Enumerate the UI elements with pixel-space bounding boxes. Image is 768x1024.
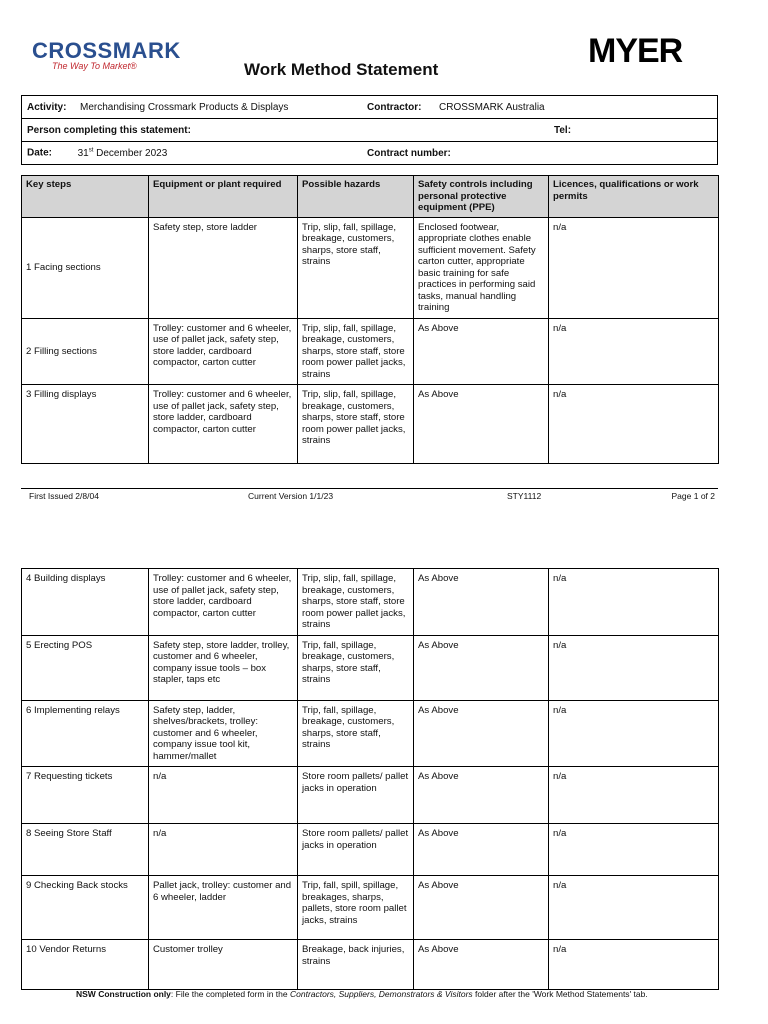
hazards-cell: Trip, fall, spillage, breakage, customers, sharps, store staff, strains: [298, 635, 414, 700]
equipment-cell: Trolley: customer and 6 wheeler, use of pallet jack, safety step, store ladder, cardboard compactor, carton cutter: [149, 385, 298, 464]
hazards-cell: Store room pallets/ pallet jacks in operation: [298, 824, 414, 876]
step-cell: 7 Requesting tickets: [22, 767, 149, 824]
licences-cell: n/a: [549, 385, 719, 464]
step-cell: 9 Checking Back stocks: [22, 876, 149, 940]
work-steps-table-page2: [21, 568, 719, 990]
controls-cell: Enclosed footwear, appropriate clothes enable sufficient movement. Safety carton cutter, appropriate basic training for safe practices in performing said tasks, manual handling training: [414, 217, 549, 318]
col-hazards: Possible hazards: [298, 176, 414, 218]
equipment-cell: Safety step, store ladder, trolley, customer and 6 wheeler, company issue tools – box stapler, taps etc: [149, 635, 298, 700]
controls-cell: As Above: [414, 385, 549, 464]
contractor-cell: [362, 96, 718, 119]
step-cell: 6 Implementing relays: [22, 700, 149, 767]
equipment-cell: n/a: [149, 767, 298, 824]
tel-cell: [362, 119, 718, 142]
col-safety-controls: Safety controls including personal protective equipment (PPE): [414, 176, 549, 218]
licences-cell: n/a: [549, 700, 719, 767]
nsw-note-tab: Work Method Statements: [533, 989, 630, 999]
equipment-cell: Trolley: customer and 6 wheeler, use of pallet jack, safety step, store ladder, cardboard compactor, carton cutter: [149, 318, 298, 385]
step-cell: 10 Vendor Returns: [22, 940, 149, 990]
licences-cell: n/a: [549, 569, 719, 636]
equipment-cell: Trolley: customer and 6 wheeler, use of pallet jack, safety step, store ladder, cardboard compactor, carton cutter: [149, 569, 298, 636]
person-label: Person completing this statement:: [27, 124, 191, 136]
table-row: [22, 318, 719, 385]
footer-code: STY1112: [507, 491, 542, 501]
licences-cell: n/a: [549, 824, 719, 876]
licences-cell: n/a: [549, 318, 719, 385]
controls-cell: As Above: [414, 318, 549, 385]
col-key-steps: Key steps: [22, 176, 149, 218]
nsw-note-bold: NSW Construction only: [76, 989, 171, 999]
hazards-cell: Trip, slip, fall, spillage, breakage, customers, sharps, store staff, store room power pallet jacks, strains: [298, 569, 414, 636]
equipment-cell: Safety step, store ladder: [149, 217, 298, 318]
crossmark-logo: CROSSMARK: [32, 38, 181, 63]
page-footer: [21, 488, 718, 501]
col-licences: Licences, qualifications or work permits: [549, 176, 719, 218]
tel-label: Tel:: [554, 124, 572, 136]
contractor-label: Contractor:: [367, 101, 422, 113]
hazards-cell: Breakage, back injuries, strains: [298, 940, 414, 990]
licences-cell: n/a: [549, 767, 719, 824]
work-steps-table-page1: [21, 175, 719, 464]
controls-cell: As Above: [414, 940, 549, 990]
controls-cell: As Above: [414, 700, 549, 767]
contract-number-label: Contract number:: [367, 147, 451, 159]
table-row: [22, 569, 719, 636]
hazards-cell: Trip, slip, fall, spillage, breakage, customers, sharps, store staff, store room power pallet jacks, strains: [298, 385, 414, 464]
nsw-note-part2: folder after the ': [472, 989, 534, 999]
activity-label: Activity:: [27, 101, 67, 113]
statement-info-table: [21, 95, 718, 165]
nsw-note-part1: : File the completed form in the: [170, 989, 290, 999]
table-row: [22, 824, 719, 876]
table-row: [22, 767, 719, 824]
controls-cell: As Above: [414, 569, 549, 636]
table-row: [22, 217, 719, 318]
table-header-row: [22, 176, 719, 218]
nsw-construction-note: [76, 989, 648, 999]
licences-cell: n/a: [549, 217, 719, 318]
step-cell: 3 Filling displays: [22, 385, 149, 464]
controls-cell: As Above: [414, 635, 549, 700]
col-equipment: Equipment or plant required: [149, 176, 298, 218]
equipment-cell: n/a: [149, 824, 298, 876]
activity-value: Merchandising Crossmark Products & Displays: [80, 101, 289, 113]
hazards-cell: Store room pallets/ pallet jacks in operation: [298, 767, 414, 824]
date-day: 31: [77, 147, 89, 159]
equipment-cell: Safety step, ladder, shelves/brackets, trolley: customer and 6 wheeler, company issue tool kit, hammer/mallet: [149, 700, 298, 767]
licences-cell: n/a: [549, 940, 719, 990]
hazards-cell: Trip, slip, fall, spillage, breakage, customers, sharps, store staff, store room power pallet jacks, strains: [298, 318, 414, 385]
date-rest: December 2023: [93, 147, 168, 159]
licences-cell: n/a: [549, 635, 719, 700]
date-suffix: st: [88, 147, 94, 154]
date-label: Date:: [27, 147, 53, 159]
step-cell: 2 Filling sections: [22, 318, 149, 385]
nsw-note-part3: ' tab.: [629, 989, 648, 999]
step-cell: 4 Building displays: [22, 569, 149, 636]
contract-cell: [362, 142, 718, 165]
table-row: [22, 700, 719, 767]
activity-cell: [22, 96, 363, 119]
equipment-cell: Customer trolley: [149, 940, 298, 990]
page-title: Work Method Statement: [244, 60, 439, 79]
licences-cell: n/a: [549, 876, 719, 940]
footer-page-number: Page 1 of 2: [671, 491, 715, 501]
myer-logo: MYER: [588, 32, 683, 70]
hazards-cell: Trip, fall, spill, spillage, breakages, sharps, pallets, store room pallet jacks, strains: [298, 876, 414, 940]
step-cell: 5 Erecting POS: [22, 635, 149, 700]
table-row: [22, 940, 719, 990]
nsw-note-folder: Contractors, Suppliers, Demonstrators & Visitors: [289, 989, 473, 999]
step-cell: 8 Seeing Store Staff: [22, 824, 149, 876]
date-cell: [22, 142, 363, 165]
date-value: [78, 148, 168, 159]
person-cell: [22, 119, 363, 142]
step-cell: 1 Facing sections: [22, 217, 149, 318]
equipment-cell: Pallet jack, trolley: customer and 6 wheeler, ladder: [149, 876, 298, 940]
crossmark-tagline: The Way To Market®: [52, 61, 137, 71]
hazards-cell: Trip, slip, fall, spillage, breakage, customers, sharps, store staff, strains: [298, 217, 414, 318]
controls-cell: As Above: [414, 876, 549, 940]
controls-cell: As Above: [414, 824, 549, 876]
footer-current-version: Current Version 1/1/23: [248, 491, 334, 501]
table-row: [22, 385, 719, 464]
table-row: [22, 635, 719, 700]
footer-first-issued: First Issued 2/8/04: [29, 491, 99, 501]
controls-cell: As Above: [414, 767, 549, 824]
contractor-value: CROSSMARK Australia: [439, 101, 545, 113]
table-row: [22, 876, 719, 940]
hazards-cell: Trip, fall, spillage, breakage, customers, sharps, store staff, strains: [298, 700, 414, 767]
